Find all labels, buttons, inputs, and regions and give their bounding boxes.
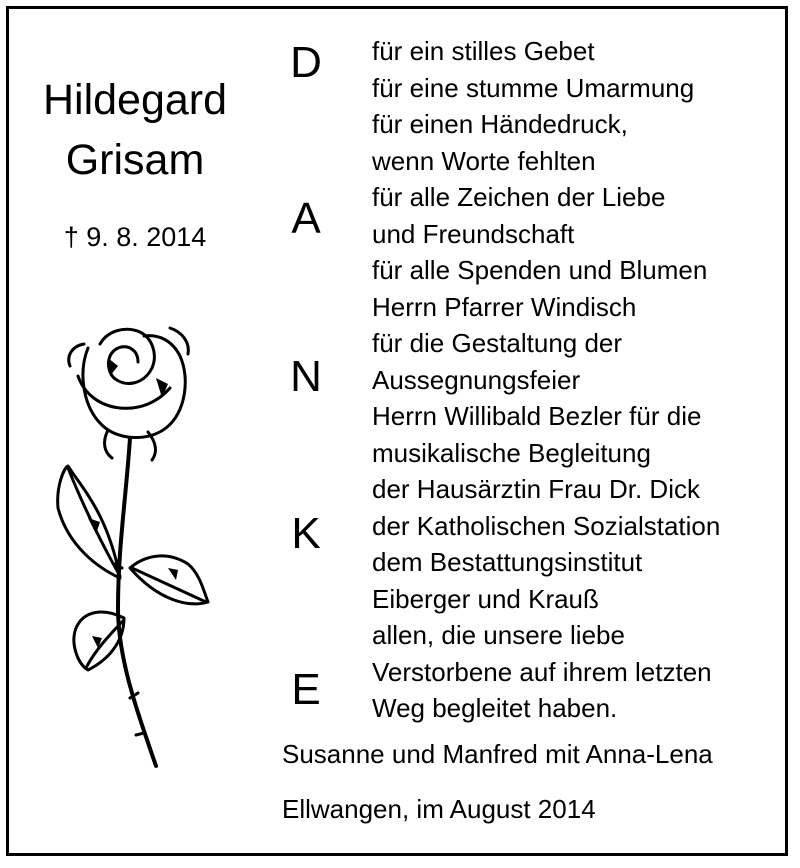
place-and-date: Ellwangen, im August 2014 bbox=[282, 794, 596, 824]
thanks-line: der Hausärztin Frau Dr. Dick bbox=[372, 474, 700, 504]
deceased-first-name: Hildegard bbox=[42, 76, 228, 124]
thanks-line: für alle Spenden und Blumen bbox=[372, 255, 708, 285]
thanks-line: Verstorbene auf ihrem letzten bbox=[372, 656, 712, 687]
thanks-line: für alle Zeichen der Liebe bbox=[372, 182, 666, 212]
death-date: † 9. 8. 2014 bbox=[63, 222, 207, 252]
danke-letter-a: A bbox=[291, 194, 321, 243]
thanks-line: musikalische Begleitung bbox=[372, 437, 651, 468]
thanks-text bbox=[372, 33, 720, 727]
thanks-line: der Katholischen Sozialstation bbox=[372, 510, 721, 541]
thanks-line: dem Bestattungsinstitut bbox=[372, 547, 643, 577]
danke-letter-e: E bbox=[291, 665, 321, 714]
thanks-line: Aussegnungsfeier bbox=[372, 364, 581, 395]
signature-names: Susanne und Manfred mit Anna-Lena bbox=[282, 739, 713, 769]
thanks-line: Weg begleitet haben. bbox=[372, 693, 618, 723]
danke-letter-d: D bbox=[290, 38, 322, 87]
thanks-line: Herrn Pfarrer Windisch bbox=[372, 291, 637, 322]
thanks-line: wenn Worte fehlten bbox=[372, 145, 596, 176]
thanks-line: und Freundschaft bbox=[372, 218, 575, 249]
thanks-line: für ein stilles Gebet bbox=[372, 36, 595, 66]
thanks-line: für die Gestaltung der bbox=[372, 328, 623, 358]
thanks-line: für eine stumme Umarmung bbox=[372, 72, 695, 103]
danke-letter-n: N bbox=[290, 352, 322, 401]
thanks-line: Herrn Willibald Bezler für die bbox=[372, 401, 702, 431]
deceased-last-name: Grisam bbox=[65, 136, 205, 184]
danke-letter-k: K bbox=[291, 509, 321, 558]
thanks-line: allen, die unsere liebe bbox=[372, 620, 625, 650]
thanks-line: Eiberger und Krauß bbox=[372, 583, 599, 614]
thanks-line: für einen Händedruck, bbox=[372, 109, 628, 139]
rose-icon bbox=[48, 318, 218, 773]
